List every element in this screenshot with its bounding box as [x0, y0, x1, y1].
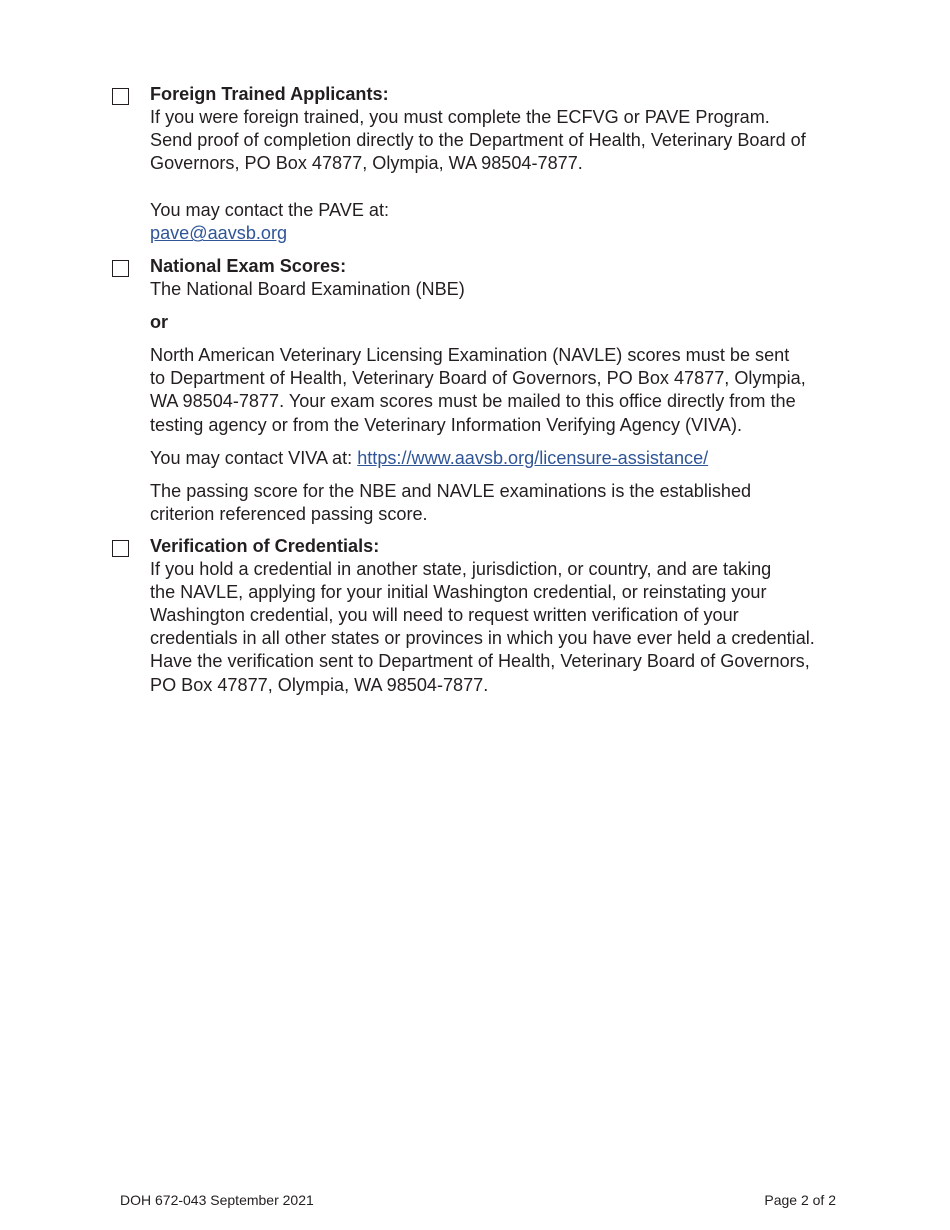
- navle-line-3: WA 98504-7877. Your exam scores must be mailed to this office directly from the: [150, 391, 796, 412]
- verification-line-5: Have the verification sent to Department of Health, Veterinary Board of Governors,: [150, 651, 810, 672]
- foreign-trained-line-1: If you were foreign trained, you must complete the ECFVG or PAVE Program.: [150, 107, 770, 128]
- verification-line-2: the NAVLE, applying for your initial Washington credential, or reinstating your: [150, 582, 767, 603]
- passing-line-2: criterion referenced passing score.: [150, 503, 428, 524]
- navle-line-1: North American Veterinary Licensing Examination (NAVLE) scores must be sent: [150, 345, 790, 366]
- viva-contact-line: [150, 447, 850, 470]
- viva-url-link[interactable]: https://www.aavsb.org/licensure-assistance/: [357, 447, 709, 468]
- nbe-line: The National Board Examination (NBE): [150, 279, 465, 300]
- navle-line-2: to Department of Health, Veterinary Board of Governors, PO Box 47877, Olympia,: [150, 368, 806, 389]
- foreign-trained-line-3: Governors, PO Box 47877, Olympia, WA 98504-7877.: [150, 153, 583, 174]
- footer-page-number: Page 2 of 2: [764, 1192, 836, 1208]
- pave-contact-label: You may contact the PAVE at:: [150, 200, 390, 221]
- verification-heading: Verification of Credentials:: [150, 536, 380, 556]
- passing-line-1: The passing score for the NBE and NAVLE examinations is the established: [150, 480, 752, 501]
- footer-form-id: DOH 672-043 September 2021: [120, 1192, 314, 1208]
- verification-line-1: If you hold a credential in another state, jurisdiction, or country, and are taking: [150, 559, 772, 580]
- verification-line-3: Washington credential, you will need to request written verification of your: [150, 605, 739, 626]
- foreign-trained-line-2: Send proof of completion directly to the Department of Health, Veterinary Board of: [150, 130, 806, 151]
- national-exam-content: [150, 255, 850, 526]
- foreign-trained-checkbox[interactable]: [112, 88, 129, 105]
- national-exam-heading: National Exam Scores:: [150, 256, 347, 276]
- viva-contact-label: You may contact VIVA at:: [150, 447, 353, 468]
- verification-checkbox[interactable]: [112, 540, 129, 557]
- verification-content: [150, 535, 850, 697]
- foreign-trained-heading: Foreign Trained Applicants:: [150, 84, 389, 104]
- verification-line-4: credentials in all other states or provinces in which you have ever held a credential.: [150, 628, 815, 649]
- pave-email-link[interactable]: pave@aavsb.org: [150, 223, 288, 244]
- verification-line-6: PO Box 47877, Olympia, WA 98504-7877.: [150, 674, 489, 695]
- or-label: or: [150, 312, 169, 333]
- foreign-trained-content: [150, 83, 850, 246]
- navle-line-4: testing agency or from the Veterinary Information Verifying Agency (VIVA).: [150, 414, 743, 435]
- national-exam-checkbox[interactable]: [112, 260, 129, 277]
